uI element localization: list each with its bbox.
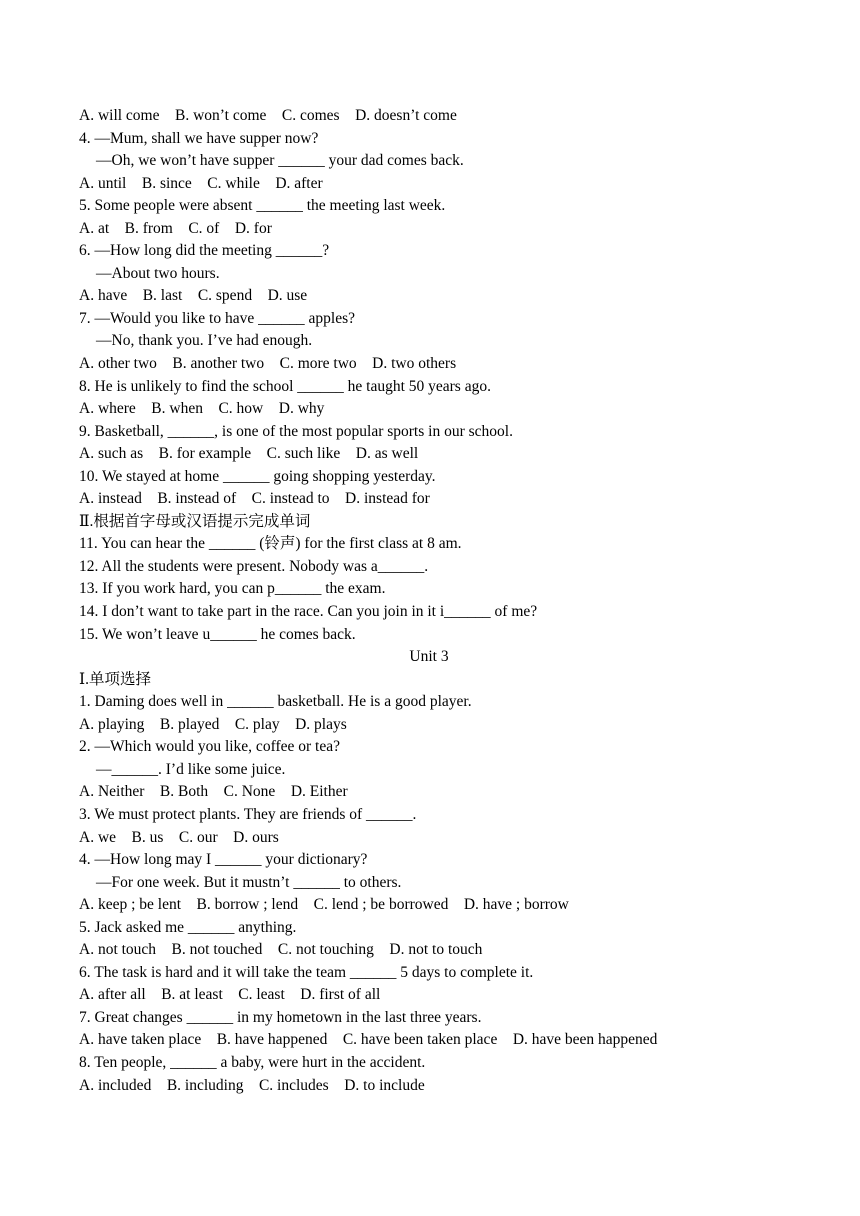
text-line: A. will come B. won’t come C. comes D. doesn’t come: [79, 107, 457, 124]
text-line: —About two hours.: [96, 264, 220, 282]
text-line: A. at B. from C. of D. for: [79, 219, 272, 237]
text-line: A. we B. us C. our D. ours: [79, 828, 279, 846]
text-line: 9. Basketball, ______, is one of the most popular sports in our school.: [79, 422, 513, 440]
text-line: A. instead B. instead of C. instead to D. instead for: [79, 490, 430, 508]
text-line: A. Neither B. Both C. None D. Either: [79, 783, 348, 801]
text-line: A. such as B. for example C. such like D. as well: [79, 445, 419, 463]
text-line: —No, thank you. I’ve had enough.: [96, 332, 313, 350]
text-line: A. not touch B. not touched C. not touching D. not to touch: [79, 941, 483, 959]
text-line: 15. We won’t leave u______ he comes back.: [79, 625, 356, 643]
text-line: 13. If you work hard, you can p______ the exam.: [79, 580, 386, 598]
text-line: —Oh, we won’t have supper ______ your dad comes back.: [96, 152, 464, 170]
text-line: 14. I don’t want to take part in the race. Can you join in it i______ of me?: [79, 603, 538, 621]
text-line: 10. We stayed at home ______ going shopping yesterday.: [79, 467, 436, 485]
text-line: 7. Great changes ______ in my hometown in the last three years.: [79, 1008, 482, 1026]
exercise-text: [79, 105, 779, 1097]
text-line: 4. —Mum, shall we have supper now?: [79, 129, 319, 147]
text-line: 6. The task is hard and it will take the team ______ 5 days to complete it.: [79, 963, 534, 981]
text-line: A. have taken place B. have happened C. have been taken place D. have been happened: [79, 1031, 658, 1049]
text-line: A. until B. since C. while D. after: [79, 174, 323, 192]
text-line: —______. I’d like some juice.: [96, 760, 286, 778]
text-line: Ⅱ.根据首字母或汉语提示完成单词: [79, 512, 311, 530]
text-line: 5. Some people were absent ______ the meeting last week.: [79, 197, 446, 215]
text-line: 4. —How long may I ______ your dictionary?: [79, 851, 368, 869]
text-line: A. have B. last C. spend D. use: [79, 287, 308, 305]
text-line: 8. Ten people, ______ a baby, were hurt in the accident.: [79, 1053, 426, 1071]
text-line: 2. —Which would you like, coffee or tea?: [79, 738, 340, 756]
text-line: A. where B. when C. how D. why: [79, 400, 325, 418]
text-line: 6. —How long did the meeting ______?: [79, 242, 330, 260]
text-line: 3. We must protect plants. They are friends of ______.: [79, 805, 417, 823]
text-line: A. included B. including C. includes D. to include: [79, 1076, 425, 1094]
section-heading: Unit 3: [409, 648, 449, 666]
text-line: A. other two B. another two C. more two D. two others: [79, 355, 457, 373]
text-line: 11. You can hear the ______ (铃声) for the first class at 8 am.: [79, 535, 462, 553]
text-line: 8. He is unlikely to find the school ______ he taught 50 years ago.: [79, 377, 491, 395]
text-line: Ⅰ.单项选择: [79, 670, 151, 688]
text-line: A. keep ; be lent B. borrow ; lend C. lend ; be borrowed D. have ; borrow: [79, 896, 569, 914]
text-line: A. after all B. at least C. least D. first of all: [79, 986, 381, 1004]
text-line: 1. Daming does well in ______ basketball. He is a good player.: [79, 693, 472, 711]
text-line: A. playing B. played C. play D. plays: [79, 715, 347, 733]
text-line: —For one week. But it mustn’t ______ to others.: [96, 873, 402, 891]
text-line: 12. All the students were present. Nobody was a______.: [79, 557, 429, 575]
text-line: 7. —Would you like to have ______ apples?: [79, 309, 355, 327]
text-line: 5. Jack asked me ______ anything.: [79, 918, 297, 936]
